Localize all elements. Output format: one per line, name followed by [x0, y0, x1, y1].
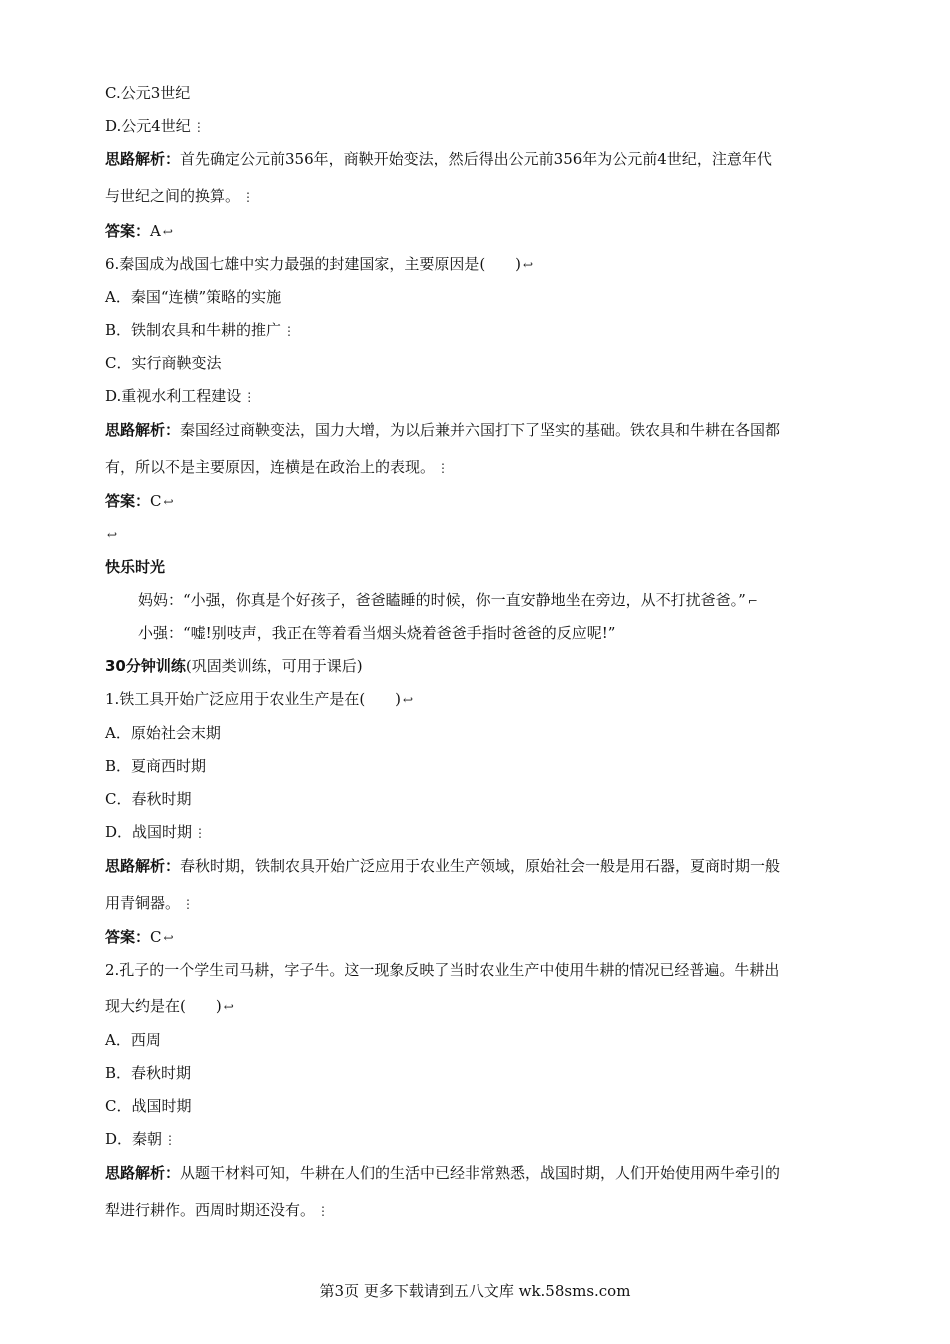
analysis-continued: 用青铜器。 ⋮ — [105, 894, 195, 912]
option-b: B．铁制农具和牛耕的推广 ⋮ — [105, 321, 296, 339]
option-a: A．西周 — [105, 1031, 161, 1049]
analysis-label-line: 思路解析：首先确定公元前356年，商鞅开始变法，然后得出公元前356年为公元前4世纪，注意年代 — [105, 150, 772, 168]
option-c: C．实行商鞅变法 — [105, 354, 222, 372]
option-d: D．秦朝 ⋮ — [105, 1130, 177, 1148]
option-c: C．春秋时期 — [105, 790, 192, 808]
analysis-label-line: 思路解析：从题干材料可知，牛耕在人们的生活中已经非常熟悉，战国时期，人们开始使用两牛牵引的 — [105, 1164, 781, 1182]
question-2: 2.孔子的一个学生司马耕，字子牛。这一现象反映了当时农业生产中使用牛耕的情况已经普遍。牛耕出 — [105, 961, 780, 979]
answer-line: 答案：C ↩ — [105, 492, 174, 510]
section-title-happy: 快乐时光 — [105, 558, 166, 576]
option-d: D.重视水利工程建设 ⋮ — [105, 387, 256, 405]
analysis-continued: 与世纪之间的换算。 ⋮ — [105, 187, 255, 205]
option-c: C．战国时期 — [105, 1097, 192, 1115]
question-2-continued: 现大约是在( ) ↩ — [105, 997, 234, 1015]
question-1: 1.铁工具开始广泛应用于农业生产是在( ) ↩ — [105, 690, 414, 708]
blank-line: ↩ — [107, 528, 118, 542]
question-6: 6.秦国成为战国七雄中实力最强的封建国家，主要原因是( ) ↩ — [105, 255, 534, 273]
analysis-continued: 犁进行耕作。西周时期还没有。 ⋮ — [105, 1201, 330, 1219]
option-a: A．秦国“连横”策略的实施 — [105, 288, 282, 306]
analysis-label-line: 思路解析：秦国经过商鞅变法，国力大增，为以后兼并六国打下了坚实的基础。铁农具和牛耕在各国都 — [105, 421, 781, 439]
answer-line: 答案：A ↩ — [105, 222, 173, 240]
section-title-30min: 30分钟训练(巩固类训练，可用于课后) — [105, 657, 363, 675]
option-b: B．夏商西时期 — [105, 757, 207, 775]
option-d: D.公元4世纪 ⋮ — [105, 117, 205, 135]
answer-line: 答案：C ↩ — [105, 928, 174, 946]
dialogue-line: 妈妈：“小强，你真是个好孩子，爸爸瞌睡的时候，你一直安静地坐在旁边，从不打扰爸爸。” ⌐ — [138, 591, 758, 609]
option-b: B．春秋时期 — [105, 1064, 192, 1082]
option-d: D．战国时期 ⋮ — [105, 823, 207, 841]
analysis-continued: 有，所以不是主要原因，连横是在政治上的表现。 ⋮ — [105, 458, 450, 476]
analysis-label-line: 思路解析：春秋时期，铁制农具开始广泛应用于农业生产领域，原始社会一般是用石器，夏商时期一般 — [105, 857, 781, 875]
option-a: A．原始社会末期 — [105, 724, 221, 742]
option-c: C.公元3世纪 — [105, 84, 191, 102]
dialogue-line: 小强：“嘘!别吱声，我正在等着看当烟头烧着爸爸手指时爸爸的反应呢!” — [138, 624, 616, 642]
page-footer: 第3页 更多下载请到五八文库 wk.58sms.com — [319, 1282, 631, 1300]
